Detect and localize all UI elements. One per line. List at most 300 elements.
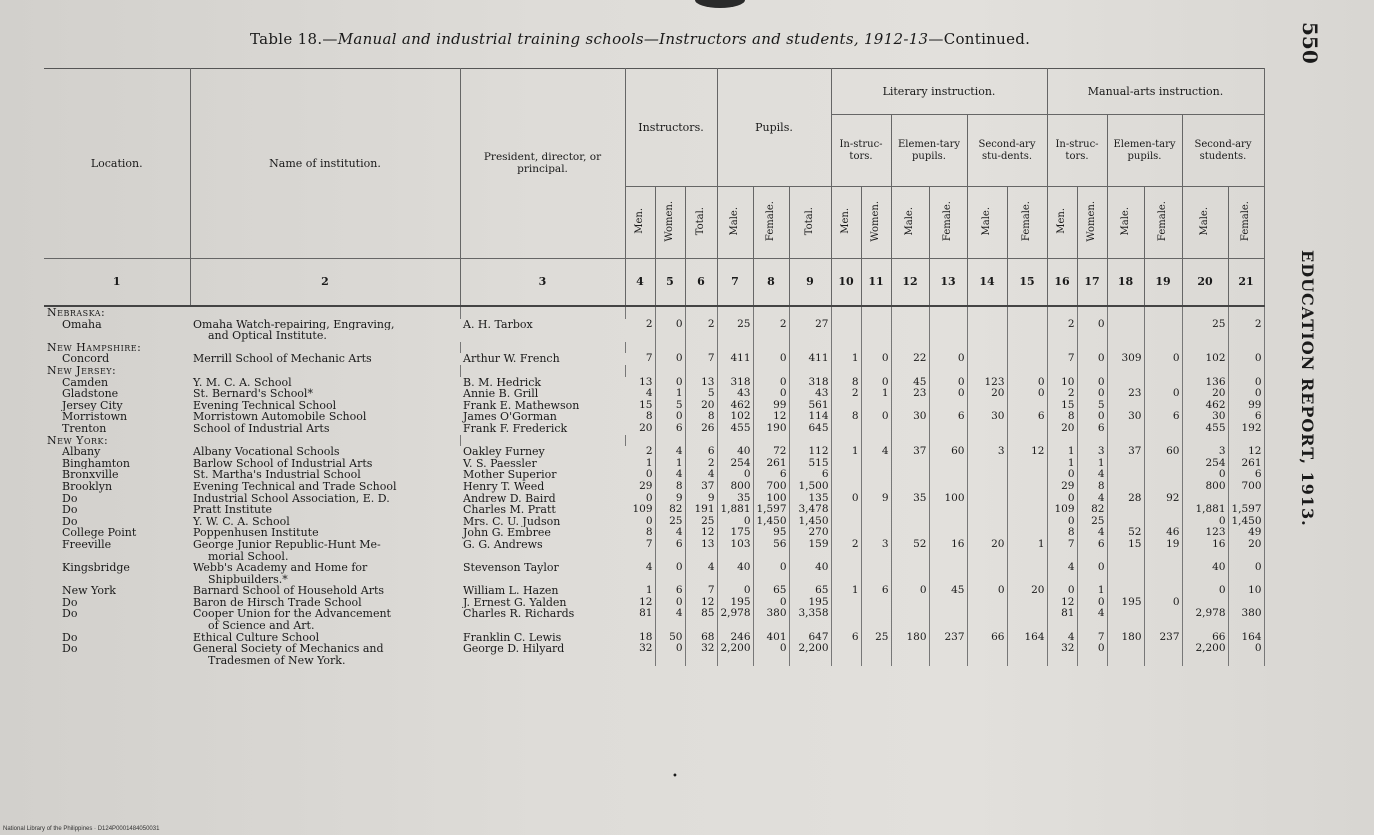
value-cell bbox=[891, 655, 929, 667]
value-cell: 1 bbox=[1007, 539, 1047, 551]
value-cell bbox=[831, 504, 861, 516]
value-cell: 1 bbox=[831, 353, 861, 365]
value-cell: 8 bbox=[625, 527, 655, 539]
value-cell: 35 bbox=[891, 493, 929, 505]
location-cell: Do bbox=[62, 504, 78, 516]
female-label: Female. bbox=[1157, 201, 1169, 242]
location-cell bbox=[44, 550, 190, 562]
location-cell: Camden bbox=[62, 376, 109, 389]
empty-cell bbox=[967, 435, 1007, 447]
empty-cell bbox=[717, 342, 753, 354]
column-number: 7 bbox=[717, 259, 753, 307]
value-cell bbox=[685, 550, 717, 562]
column-number: 6 bbox=[685, 259, 717, 307]
value-cell: 50 bbox=[655, 632, 685, 644]
value-cell: 2 bbox=[831, 388, 861, 400]
value-cell: 25 bbox=[685, 516, 717, 528]
value-cell: 164 bbox=[1228, 632, 1264, 644]
empty-cell bbox=[655, 365, 685, 377]
value-cell: 99 bbox=[1228, 400, 1264, 412]
institution-cell: St. Bernard's School* bbox=[193, 388, 313, 400]
value-cell: 4 bbox=[1077, 469, 1107, 481]
value-cell: 1 bbox=[831, 585, 861, 597]
value-cell: 15 bbox=[625, 400, 655, 412]
value-cell bbox=[891, 504, 929, 516]
institution-cell: Evening Technical and Trade School bbox=[193, 480, 397, 493]
value-cell bbox=[967, 330, 1007, 342]
location-cell: Do bbox=[62, 515, 78, 528]
value-cell: 0 bbox=[1182, 516, 1228, 528]
header-lit-elementary: Elemen-tary pupils. bbox=[891, 115, 967, 187]
value-cell bbox=[1228, 574, 1264, 586]
value-cell bbox=[861, 319, 891, 331]
table-row bbox=[44, 655, 1264, 667]
column-number: 3 bbox=[460, 259, 625, 307]
value-cell: 8 bbox=[831, 377, 861, 389]
empty-cell bbox=[1077, 306, 1107, 319]
value-cell: 0 bbox=[831, 493, 861, 505]
location-cell: Morristown bbox=[62, 411, 128, 423]
location-cell: Trenton bbox=[62, 422, 107, 435]
value-cell: 15 bbox=[1047, 400, 1077, 412]
header-man-secondary: Second-ary students. bbox=[1182, 115, 1264, 187]
value-cell: 1,450 bbox=[753, 516, 789, 528]
state-row bbox=[44, 342, 1264, 354]
value-cell: 254 bbox=[717, 458, 753, 470]
empty-cell bbox=[1107, 306, 1144, 319]
value-cell bbox=[1144, 655, 1182, 667]
empty-cell bbox=[831, 342, 861, 354]
value-cell: 13 bbox=[685, 539, 717, 551]
president-cell: Oakley Furney bbox=[463, 446, 545, 458]
empty-cell bbox=[1007, 342, 1047, 354]
value-cell bbox=[967, 319, 1007, 331]
value-cell: 4 bbox=[1047, 562, 1077, 574]
value-cell bbox=[655, 655, 685, 667]
value-cell bbox=[891, 330, 929, 342]
value-cell: 270 bbox=[789, 527, 831, 539]
value-cell bbox=[929, 620, 967, 632]
value-cell: 800 bbox=[1182, 481, 1228, 493]
column-number: 8 bbox=[753, 259, 789, 307]
value-cell: 1 bbox=[625, 585, 655, 597]
value-cell bbox=[1007, 353, 1047, 365]
value-cell bbox=[1047, 620, 1077, 632]
empty-cell bbox=[655, 342, 685, 354]
president-cell: Annie B. Grill bbox=[463, 388, 539, 400]
value-cell: 2 bbox=[625, 319, 655, 331]
value-cell: 0 bbox=[861, 411, 891, 423]
value-cell: 0 bbox=[929, 377, 967, 389]
empty-cell bbox=[190, 435, 460, 447]
value-cell bbox=[861, 574, 891, 586]
value-cell: 85 bbox=[685, 608, 717, 620]
value-cell: 4 bbox=[655, 446, 685, 458]
women-label: Women. bbox=[870, 200, 882, 242]
empty-cell bbox=[891, 306, 929, 319]
value-cell: 0 bbox=[717, 516, 753, 528]
value-cell: 0 bbox=[753, 597, 789, 609]
value-cell: 56 bbox=[753, 539, 789, 551]
value-cell bbox=[929, 481, 967, 493]
value-cell: 4 bbox=[625, 562, 655, 574]
value-cell bbox=[1144, 516, 1182, 528]
value-cell: 0 bbox=[929, 353, 967, 365]
empty-cell bbox=[1228, 365, 1264, 377]
value-cell bbox=[891, 562, 929, 574]
value-cell: 411 bbox=[717, 353, 753, 365]
value-cell: 10 bbox=[1228, 585, 1264, 597]
table-row bbox=[44, 632, 1264, 644]
value-cell bbox=[1107, 655, 1144, 667]
value-cell: 6 bbox=[1007, 411, 1047, 423]
value-cell: 401 bbox=[753, 632, 789, 644]
value-cell: 95 bbox=[753, 527, 789, 539]
value-cell bbox=[625, 574, 655, 586]
value-cell: 455 bbox=[1182, 423, 1228, 435]
value-cell bbox=[1007, 516, 1047, 528]
value-cell: 7 bbox=[685, 353, 717, 365]
empty-cell bbox=[1144, 435, 1182, 447]
value-cell bbox=[685, 330, 717, 342]
value-cell bbox=[1007, 643, 1047, 655]
value-cell: 647 bbox=[789, 632, 831, 644]
value-cell bbox=[1228, 655, 1264, 667]
women-label: Women. bbox=[664, 200, 676, 242]
value-cell bbox=[831, 330, 861, 342]
empty-cell bbox=[625, 365, 655, 377]
value-cell: 102 bbox=[1182, 353, 1228, 365]
president-cell: B. M. Hedrick bbox=[463, 376, 542, 389]
value-cell: 6 bbox=[789, 469, 831, 481]
value-cell: 0 bbox=[861, 353, 891, 365]
empty-cell bbox=[655, 306, 685, 319]
header-institution: Name of institution. bbox=[190, 69, 460, 259]
value-cell bbox=[967, 493, 1007, 505]
female-label: Female. bbox=[1240, 201, 1252, 242]
value-cell bbox=[861, 469, 891, 481]
value-cell: 645 bbox=[789, 423, 831, 435]
institution-cell: Industrial School Association, E. D. bbox=[193, 492, 390, 505]
value-cell: 0 bbox=[625, 516, 655, 528]
table-row bbox=[44, 550, 1264, 562]
value-cell: 15 bbox=[1107, 539, 1144, 551]
header-instructors: Instructors. bbox=[625, 69, 717, 187]
institution-cell: School of Industrial Arts bbox=[193, 422, 330, 435]
empty-cell bbox=[717, 435, 753, 447]
value-cell: 8 bbox=[1077, 481, 1107, 493]
value-cell: 180 bbox=[1107, 632, 1144, 644]
value-cell: 7 bbox=[625, 539, 655, 551]
value-cell: 6 bbox=[929, 411, 967, 423]
value-cell bbox=[929, 655, 967, 667]
location-cell: Do bbox=[62, 492, 78, 505]
value-cell bbox=[685, 655, 717, 667]
table-row bbox=[44, 504, 1264, 516]
empty-cell bbox=[460, 365, 625, 377]
value-cell bbox=[789, 620, 831, 632]
value-cell: 114 bbox=[789, 411, 831, 423]
value-cell bbox=[831, 516, 861, 528]
president-cell: Frank F. Frederick bbox=[463, 422, 568, 435]
column-number: 9 bbox=[789, 259, 831, 307]
value-cell: 237 bbox=[1144, 632, 1182, 644]
value-cell bbox=[831, 655, 861, 667]
value-cell bbox=[1007, 527, 1047, 539]
value-cell: 0 bbox=[1047, 585, 1077, 597]
president-cell: J. Ernest G. Yalden bbox=[463, 596, 567, 609]
value-cell: 1 bbox=[1077, 585, 1107, 597]
empty-cell bbox=[789, 306, 831, 319]
empty-cell bbox=[891, 342, 929, 354]
value-cell bbox=[753, 620, 789, 632]
value-cell: 159 bbox=[789, 539, 831, 551]
subheader-total bbox=[685, 187, 717, 259]
title-suffix: —Continued. bbox=[928, 30, 1031, 48]
president-cell: Henry T. Weed bbox=[463, 480, 545, 493]
empty-cell bbox=[967, 306, 1007, 319]
empty-cell bbox=[190, 342, 460, 354]
president-cell bbox=[460, 655, 625, 667]
value-cell: 92 bbox=[1144, 493, 1182, 505]
institution-cell: Barlow School of Industrial Arts bbox=[193, 457, 373, 470]
value-cell bbox=[1144, 458, 1182, 470]
empty-cell bbox=[861, 365, 891, 377]
value-cell bbox=[1144, 574, 1182, 586]
value-cell: 6 bbox=[1077, 423, 1107, 435]
value-cell: 1,500 bbox=[789, 481, 831, 493]
value-cell bbox=[717, 620, 753, 632]
table-row bbox=[44, 377, 1264, 389]
value-cell: 0 bbox=[1077, 562, 1107, 574]
value-cell bbox=[1144, 330, 1182, 342]
value-cell: 135 bbox=[789, 493, 831, 505]
value-cell: 5 bbox=[1077, 400, 1107, 412]
value-cell: 18 bbox=[625, 632, 655, 644]
value-cell: 192 bbox=[1228, 423, 1264, 435]
value-cell bbox=[929, 469, 967, 481]
empty-cell bbox=[1077, 365, 1107, 377]
subheader-women bbox=[655, 187, 685, 259]
value-cell bbox=[1107, 458, 1144, 470]
value-cell bbox=[1144, 608, 1182, 620]
column-number: 19 bbox=[1144, 259, 1182, 307]
subheader-female bbox=[1007, 187, 1047, 259]
value-cell: 0 bbox=[655, 377, 685, 389]
table-row bbox=[44, 411, 1264, 423]
institution-cell: Pratt Institute bbox=[193, 504, 273, 516]
value-cell bbox=[1144, 550, 1182, 562]
value-cell: 43 bbox=[789, 388, 831, 400]
value-cell: 2 bbox=[1047, 319, 1077, 331]
value-cell bbox=[861, 458, 891, 470]
column-number: 18 bbox=[1107, 259, 1144, 307]
empty-cell bbox=[929, 306, 967, 319]
column-number-row bbox=[44, 259, 1264, 307]
value-cell: 8 bbox=[655, 481, 685, 493]
value-cell bbox=[1007, 504, 1047, 516]
value-cell bbox=[831, 481, 861, 493]
table-row bbox=[44, 597, 1264, 609]
state-heading: New Hampshire: bbox=[47, 341, 142, 354]
location-cell: Gladstone bbox=[62, 388, 119, 400]
value-cell: 1 bbox=[655, 458, 685, 470]
value-cell bbox=[1228, 597, 1264, 609]
value-cell: 43 bbox=[717, 388, 753, 400]
location-cell: Bronxville bbox=[62, 469, 119, 481]
president-cell bbox=[460, 574, 625, 586]
value-cell bbox=[1007, 620, 1047, 632]
value-cell bbox=[1047, 550, 1077, 562]
value-cell bbox=[753, 550, 789, 562]
value-cell: 25 bbox=[1182, 319, 1228, 331]
table-body bbox=[44, 306, 1264, 666]
value-cell bbox=[891, 620, 929, 632]
value-cell: 4 bbox=[655, 469, 685, 481]
value-cell: 3 bbox=[1077, 446, 1107, 458]
value-cell: 12 bbox=[1047, 597, 1077, 609]
subheader-total bbox=[789, 187, 831, 259]
header-pupils: Pupils. bbox=[717, 69, 831, 187]
president-cell: Andrew D. Baird bbox=[463, 492, 556, 505]
empty-cell bbox=[655, 435, 685, 447]
table-row bbox=[44, 539, 1264, 551]
value-cell: 0 bbox=[1144, 597, 1182, 609]
location-cell: Do bbox=[62, 631, 78, 644]
empty-cell bbox=[967, 365, 1007, 377]
empty-cell bbox=[625, 342, 655, 354]
value-cell bbox=[1228, 550, 1264, 562]
value-cell bbox=[1182, 493, 1228, 505]
value-cell: 66 bbox=[1182, 632, 1228, 644]
location-cell bbox=[44, 574, 190, 586]
value-cell: 32 bbox=[1047, 643, 1077, 655]
value-cell bbox=[625, 655, 655, 667]
value-cell: 109 bbox=[1047, 504, 1077, 516]
value-cell: 52 bbox=[1107, 527, 1144, 539]
value-cell: 2 bbox=[831, 539, 861, 551]
title-italic: Manual and industrial training schools—Instructors and students, 1912-13 bbox=[337, 30, 929, 48]
value-cell bbox=[1107, 481, 1144, 493]
value-cell: 100 bbox=[753, 493, 789, 505]
president-cell: John G. Embree bbox=[463, 527, 551, 539]
president-cell: Arthur W. French bbox=[463, 353, 560, 365]
value-cell bbox=[1007, 655, 1047, 667]
value-cell bbox=[753, 330, 789, 342]
president-cell: Frank E. Mathewson bbox=[463, 399, 580, 412]
value-cell: 16 bbox=[1182, 539, 1228, 551]
value-cell: 40 bbox=[789, 562, 831, 574]
institution-cell: General Society of Mechanics and bbox=[193, 643, 384, 655]
institution-cell: Tradesmen of New York. bbox=[208, 654, 346, 667]
value-cell bbox=[1007, 597, 1047, 609]
value-cell: 30 bbox=[1182, 411, 1228, 423]
value-cell: 0 bbox=[625, 493, 655, 505]
value-cell: 0 bbox=[1182, 585, 1228, 597]
empty-cell bbox=[1107, 435, 1144, 447]
empty-cell bbox=[789, 342, 831, 354]
empty-cell bbox=[891, 365, 929, 377]
value-cell: 46 bbox=[1144, 527, 1182, 539]
empty-cell bbox=[1047, 435, 1077, 447]
value-cell: 20 bbox=[625, 423, 655, 435]
value-cell: 0 bbox=[1228, 377, 1264, 389]
header-literary: Literary instruction. bbox=[831, 69, 1047, 115]
column-number: 20 bbox=[1182, 259, 1228, 307]
value-cell: 8 bbox=[831, 411, 861, 423]
value-cell: 455 bbox=[717, 423, 753, 435]
value-cell: 411 bbox=[789, 353, 831, 365]
column-number: 14 bbox=[967, 259, 1007, 307]
empty-cell bbox=[1007, 435, 1047, 447]
value-cell bbox=[967, 574, 1007, 586]
value-cell: 60 bbox=[1144, 446, 1182, 458]
value-cell: 0 bbox=[717, 585, 753, 597]
value-cell: 4 bbox=[685, 469, 717, 481]
value-cell bbox=[1007, 493, 1047, 505]
empty-cell bbox=[1182, 306, 1228, 319]
column-number: 13 bbox=[929, 259, 967, 307]
value-cell: 6 bbox=[753, 469, 789, 481]
column-number: 17 bbox=[1077, 259, 1107, 307]
location-cell: Brooklyn bbox=[62, 480, 113, 493]
value-cell: 136 bbox=[1182, 377, 1228, 389]
value-cell: 1,881 bbox=[1182, 504, 1228, 516]
empty-cell bbox=[831, 365, 861, 377]
value-cell bbox=[891, 469, 929, 481]
state-row bbox=[44, 306, 1264, 319]
value-cell: 1 bbox=[1047, 458, 1077, 470]
value-cell: 65 bbox=[789, 585, 831, 597]
value-cell: 20 bbox=[1047, 423, 1077, 435]
value-cell bbox=[967, 655, 1007, 667]
value-cell bbox=[967, 562, 1007, 574]
table-row bbox=[44, 481, 1264, 493]
value-cell bbox=[929, 516, 967, 528]
empty-cell bbox=[1107, 365, 1144, 377]
subheader-men bbox=[831, 187, 861, 259]
location-cell: Do bbox=[62, 643, 78, 655]
table-row bbox=[44, 423, 1264, 435]
value-cell: 0 bbox=[1007, 388, 1047, 400]
value-cell: 60 bbox=[929, 446, 967, 458]
value-cell: 25 bbox=[1077, 516, 1107, 528]
empty-cell bbox=[789, 365, 831, 377]
value-cell bbox=[1182, 620, 1228, 632]
value-cell: 6 bbox=[831, 632, 861, 644]
value-cell bbox=[929, 319, 967, 331]
value-cell bbox=[1047, 655, 1077, 667]
value-cell: 700 bbox=[753, 481, 789, 493]
value-cell: 318 bbox=[717, 377, 753, 389]
value-cell: 309 bbox=[1107, 353, 1144, 365]
value-cell bbox=[967, 504, 1007, 516]
value-cell: 6 bbox=[685, 446, 717, 458]
subheader-male bbox=[717, 187, 753, 259]
president-cell: William L. Hazen bbox=[463, 585, 559, 597]
institution-cell: Evening Technical School bbox=[193, 399, 337, 412]
value-cell: 1 bbox=[831, 446, 861, 458]
subheader-male bbox=[967, 187, 1007, 259]
value-cell: 37 bbox=[1107, 446, 1144, 458]
value-cell bbox=[753, 655, 789, 667]
value-cell: 195 bbox=[717, 597, 753, 609]
empty-cell bbox=[753, 342, 789, 354]
value-cell: 175 bbox=[717, 527, 753, 539]
column-number: 12 bbox=[891, 259, 929, 307]
value-cell: 0 bbox=[753, 353, 789, 365]
value-cell: 25 bbox=[861, 632, 891, 644]
